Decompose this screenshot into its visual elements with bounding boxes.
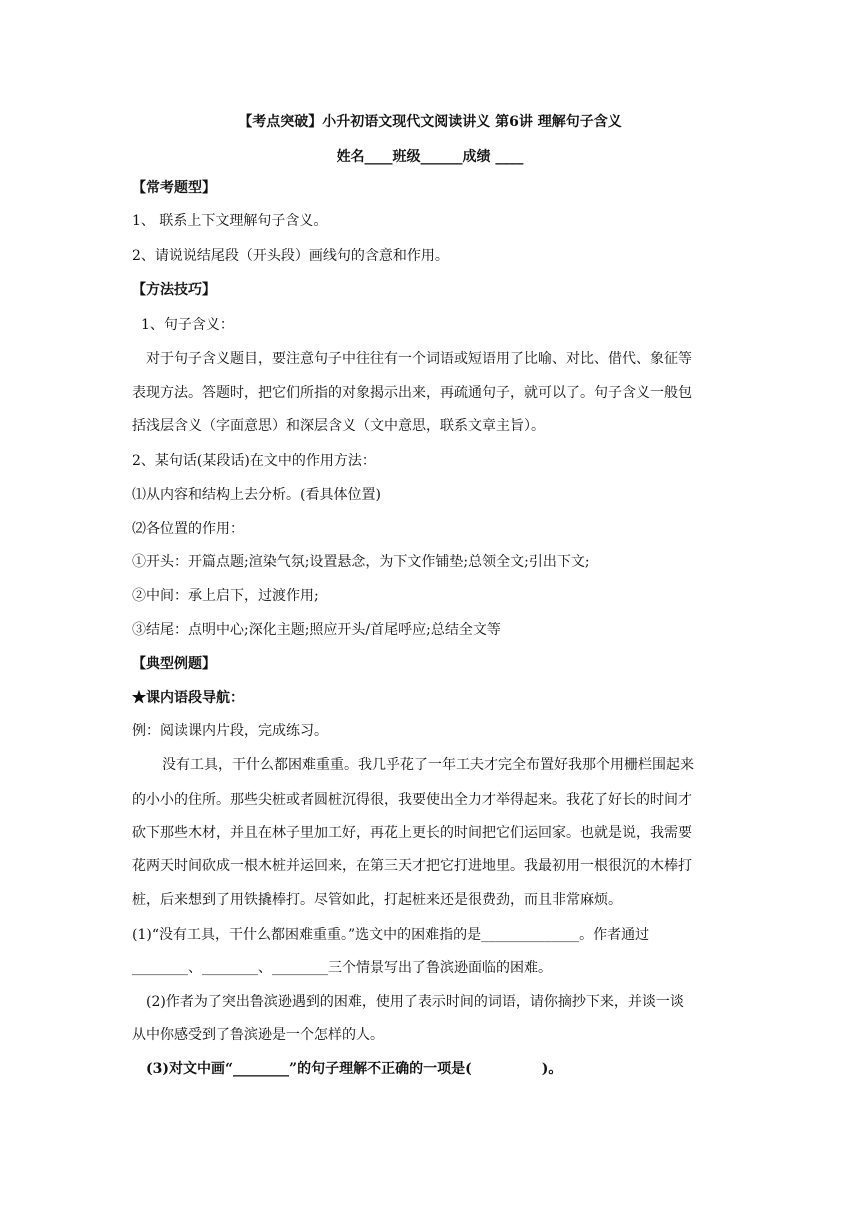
exercise-question-1: (1)“没有工具，干什么都困难重重。”选文中的困难指的是______________。作者通过 xyxy=(132,927,650,943)
exercise-question-2-continued: 从中你感受到了鲁滨逊是一个怎样的人。 xyxy=(132,1027,384,1043)
question-type-1: 1、 联系上下文理解句子含义。 xyxy=(132,213,328,229)
section-heading-methods: 【方法技巧】 xyxy=(132,282,216,298)
question-type-2: 2、请说说结尾段（开头段）画线句的含意和作用。 xyxy=(132,248,449,264)
info-line: 姓名____班级______成绩 ____ xyxy=(336,149,524,165)
section-heading-question-types: 【常考题型】 xyxy=(132,180,216,196)
example-intro: 例：阅读课内片段，完成练习。 xyxy=(132,723,328,739)
passage-line: 砍下那些木材，并且在林子里加工好，再花上更长的时间把它们运回家。也就是说，我需要 xyxy=(132,825,692,841)
position-function-middle: ②中间：承上启下，过渡作用; xyxy=(132,588,319,604)
method-1-paragraph-line: 对于句子含义题目，要注意句子中往往有一个词语或短语用了比喻、对比、借代、象征等 xyxy=(146,351,692,367)
method-2-item: ⑴从内容和结构上去分析。(看具体位置) xyxy=(132,487,381,503)
section-heading-examples: 【典型例题】 xyxy=(132,656,216,672)
exercise-question-2: (2)作者为了突出鲁滨逊遇到的困难，使用了表示时间的词语，请你摘抄下来，并谈一谈 xyxy=(146,994,684,1010)
passage-line: 花两天时间砍成一根木桩并运回来，在第三天才把它打进地里。我最初用一根很沉的木棒打 xyxy=(132,858,692,874)
passage-line: 没有工具，干什么都困难重重。我几乎花了一年工夫才完全布置好我那个用栅栏围起来 xyxy=(162,757,694,773)
passage-line: 的小小的住所。那些尖桩或者圆桩沉得很，我要使出全力才举得起来。我花了好长的时间才 xyxy=(132,792,692,808)
method-2-item: ⑵各位置的作用： xyxy=(132,521,244,537)
passage-nav-heading: ★课内语段导航： xyxy=(132,690,244,706)
method-1-paragraph-line: 括浅层含义（字面意思）和深层含义（文中意思，联系文章主旨）。 xyxy=(132,418,545,434)
exercise-question-1-continued: ________、________、________三个情景写出了鲁滨逊面临的困难。 xyxy=(132,960,552,976)
method-2-heading: 2、某句话(某段话)在文中的作用方法： xyxy=(132,453,376,469)
method-1-heading: 1、句子含义： xyxy=(141,317,234,333)
method-1-paragraph-line: 表现方法。答题时，把它们所指的对象揭示出来，再疏通句子，就可以了。句子含义一般包 xyxy=(132,385,692,401)
position-function-start: ①开头：开篇点题;渲染气氛;设置悬念，为下文作铺垫;总领全文;引出下文; xyxy=(132,554,590,570)
exercise-question-3: (3)对文中画“________”的句子理解不正确的一项是( )。 xyxy=(146,1061,563,1077)
position-function-end: ③结尾：点明中心;深化主题;照应开头/首尾呼应;总结全文等 xyxy=(132,622,501,638)
passage-line: 桩，后来想到了用铁撬棒打。尽管如此，打起桩来还是很费劲，而且非常麻烦。 xyxy=(132,892,622,908)
document-title: 【考点突破】小升初语文现代文阅读讲义 第6讲 理解句子含义 xyxy=(238,114,622,130)
